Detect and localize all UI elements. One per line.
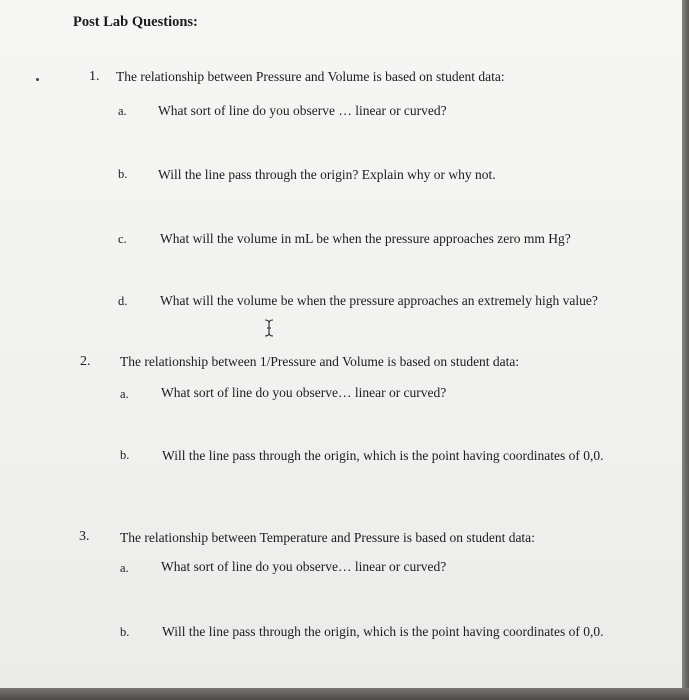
page-title: Post Lab Questions: (73, 14, 198, 30)
question-2b-label: b. (120, 448, 130, 462)
question-1d-text: What will the volume be when the pressure approaches an extremely high value? (160, 293, 598, 308)
question-1b-text: Will the line pass through the origin? Explain why or why not. (158, 167, 496, 182)
question-3-number: 3. (79, 529, 90, 544)
page-edge-right (682, 0, 689, 700)
question-1a-label: a. (118, 104, 127, 118)
question-2a-label: a. (120, 387, 129, 401)
question-3b-label: b. (120, 625, 130, 639)
question-2-number: 2. (80, 354, 91, 369)
question-3-text: The relationship between Temperature and Pressure is based on student data: (120, 530, 535, 545)
question-1a-text: What sort of line do you observe … linear or curved? (158, 103, 447, 118)
question-3a-label: a. (120, 561, 129, 575)
question-1-number: 1. (89, 69, 100, 84)
stray-mark (36, 78, 39, 81)
question-1c-label: c. (118, 232, 127, 246)
question-3a-text: What sort of line do you observe… linear or curved? (161, 559, 447, 574)
question-3b-text: Will the line pass through the origin, which is the point having coordinates of 0,0. (162, 624, 604, 639)
text-cursor-icon (264, 319, 274, 337)
question-2b-text: Will the line pass through the origin, which is the point having coordinates of 0,0. (162, 448, 604, 463)
page-edge-bottom (0, 688, 689, 700)
question-1-text: The relationship between Pressure and Volume is based on student data: (116, 69, 505, 84)
question-1b-label: b. (118, 167, 128, 181)
question-1c-text: What will the volume in mL be when the pressure approaches zero mm Hg? (160, 231, 571, 246)
question-2-text: The relationship between 1/Pressure and Volume is based on student data: (120, 354, 520, 369)
question-2a-text: What sort of line do you observe… linear or curved? (161, 385, 447, 400)
question-1d-label: d. (118, 294, 128, 308)
